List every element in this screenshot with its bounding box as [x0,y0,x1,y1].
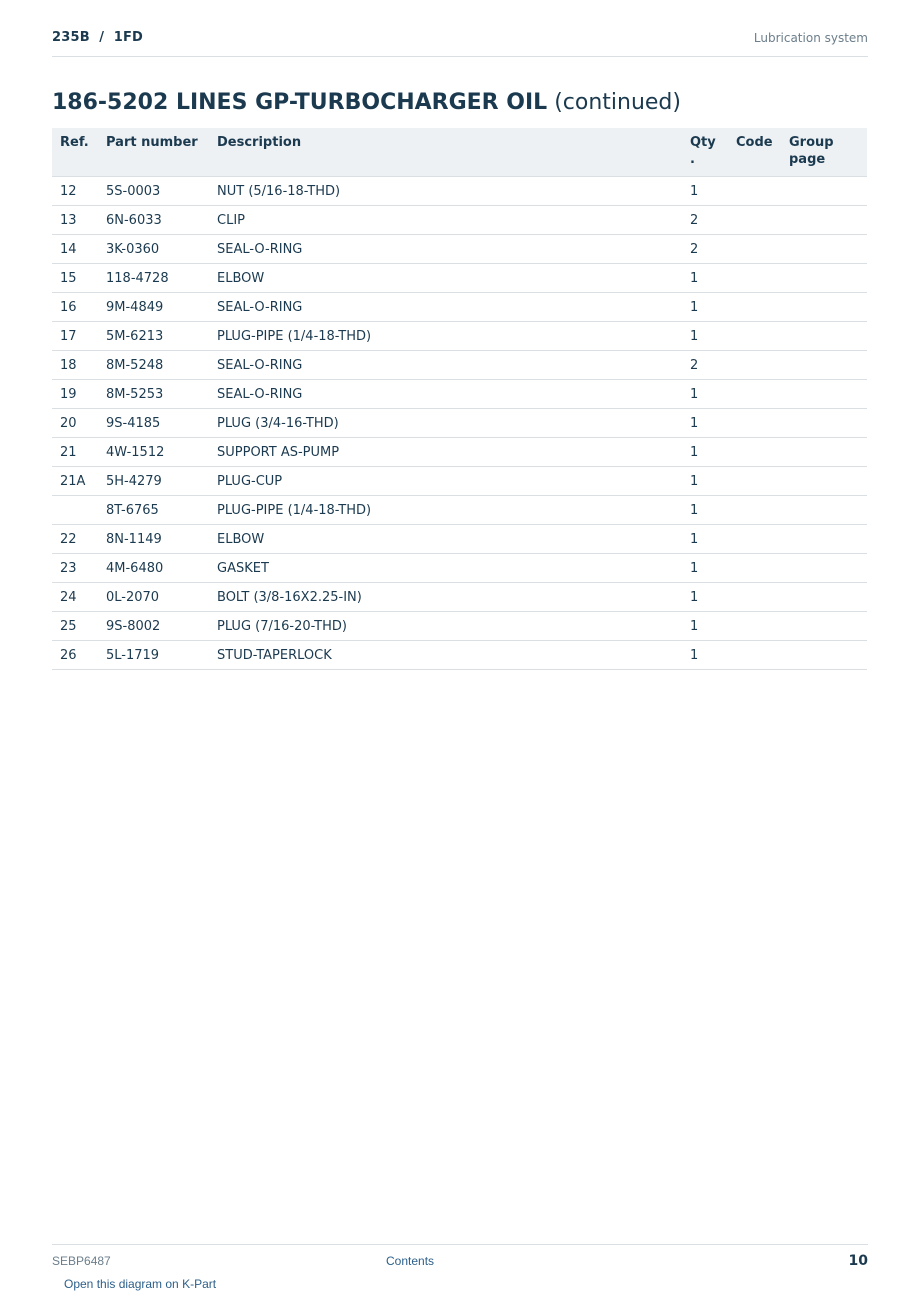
col-qty: Qty . [682,128,728,177]
table-row [52,612,867,641]
table-row [52,293,867,322]
cell-group-page [781,351,867,380]
table-body [52,177,867,670]
doc-id: SEBP6487 [52,1254,111,1268]
cell-group-page [781,235,867,264]
cell-part-number: 8N-1149 [98,525,209,554]
cell-qty: 1 [682,264,728,293]
cell-description: BOLT (3/8-16X2.25-IN) [209,583,682,612]
cell-group-page [781,409,867,438]
cell-code [728,380,781,409]
cell-code [728,554,781,583]
cell-part-number: 0L-2070 [98,583,209,612]
cell-ref: 21A [52,467,98,496]
cell-group-page [781,641,867,670]
cell-part-number: 3K-0360 [98,235,209,264]
cell-ref: 18 [52,351,98,380]
cell-part-number: 5L-1719 [98,641,209,670]
cell-description: PLUG-CUP [209,467,682,496]
cell-ref: 17 [52,322,98,351]
table-row [52,206,867,235]
cell-description: ELBOW [209,525,682,554]
cell-qty: 2 [682,235,728,264]
cell-part-number: 6N-6033 [98,206,209,235]
page-footer [52,1244,868,1275]
cell-group-page [781,525,867,554]
cell-part-number: 9S-4185 [98,409,209,438]
cell-code [728,235,781,264]
cell-qty: 1 [682,554,728,583]
cell-part-number: 5H-4279 [98,467,209,496]
cell-part-number: 118-4728 [98,264,209,293]
cell-group-page [781,264,867,293]
cell-ref [52,496,98,525]
contents-link[interactable]: Contents [386,1254,435,1268]
cell-group-page [781,496,867,525]
cell-code [728,583,781,612]
table-row [52,235,867,264]
cell-group-page [781,438,867,467]
cell-description: NUT (5/16-18-THD) [209,177,682,206]
cell-qty: 1 [682,583,728,612]
cell-ref: 21 [52,438,98,467]
cell-ref: 24 [52,583,98,612]
col-ref: Ref. [52,128,98,177]
table-row [52,351,867,380]
cell-ref: 23 [52,554,98,583]
cell-qty: 2 [682,206,728,235]
cell-code [728,351,781,380]
cell-description: SEAL-O-RING [209,235,682,264]
page-title [52,90,681,115]
page-header [52,26,868,57]
page-number: 10 [848,1253,868,1269]
table-row [52,496,867,525]
section-label: Lubrication system [753,31,868,45]
cell-description: PLUG (3/4-16-THD) [209,409,682,438]
cell-qty: 2 [682,351,728,380]
model-label: 235B / 1FD [52,30,144,45]
cell-ref: 16 [52,293,98,322]
cell-part-number: 9M-4849 [98,293,209,322]
cell-description: SEAL-O-RING [209,380,682,409]
table-row [52,554,867,583]
cell-qty: 1 [682,641,728,670]
cell-code [728,409,781,438]
cell-qty: 1 [682,496,728,525]
cell-part-number: 8M-5248 [98,351,209,380]
col-group-page: Group page [781,128,867,177]
cell-description: SEAL-O-RING [209,293,682,322]
cell-description: GASKET [209,554,682,583]
cell-part-number: 4W-1512 [98,438,209,467]
table-row [52,641,867,670]
cell-ref: 13 [52,206,98,235]
title-main: 186-5202 LINES GP-TURBOCHARGER OIL [52,90,548,115]
cell-description: PLUG (7/16-20-THD) [209,612,682,641]
cell-description: ELBOW [209,264,682,293]
cell-description: CLIP [209,206,682,235]
table-row [52,438,867,467]
cell-group-page [781,554,867,583]
cell-ref: 22 [52,525,98,554]
cell-code [728,206,781,235]
cell-description: SEAL-O-RING [209,351,682,380]
cell-part-number: 8M-5253 [98,380,209,409]
cell-code [728,438,781,467]
table-row [52,264,867,293]
cell-ref: 12 [52,177,98,206]
table-row [52,583,867,612]
cell-qty: 1 [682,525,728,554]
cell-ref: 26 [52,641,98,670]
cell-qty: 1 [682,612,728,641]
cell-group-page [781,293,867,322]
cell-qty: 1 [682,293,728,322]
cell-group-page [781,206,867,235]
cell-qty: 1 [682,177,728,206]
cell-group-page [781,612,867,641]
table-row [52,525,867,554]
table-row [52,177,867,206]
cell-group-page [781,322,867,351]
cell-description: STUD-TAPERLOCK [209,641,682,670]
cell-part-number: 5S-0003 [98,177,209,206]
cell-qty: 1 [682,438,728,467]
cell-code [728,177,781,206]
cell-code [728,293,781,322]
table-row [52,380,867,409]
kpart-link[interactable]: Open this diagram on K-Part [64,1277,217,1291]
cell-group-page [781,380,867,409]
cell-ref: 19 [52,380,98,409]
cell-code [728,525,781,554]
parts-table [52,128,867,670]
table-row [52,409,867,438]
cell-ref: 20 [52,409,98,438]
cell-description: SUPPORT AS-PUMP [209,438,682,467]
cell-part-number: 4M-6480 [98,554,209,583]
cell-qty: 1 [682,380,728,409]
cell-code [728,612,781,641]
cell-part-number: 5M-6213 [98,322,209,351]
cell-code [728,467,781,496]
cell-part-number: 8T-6765 [98,496,209,525]
cell-code [728,264,781,293]
cell-description: PLUG-PIPE (1/4-18-THD) [209,322,682,351]
cell-group-page [781,583,867,612]
cell-part-number: 9S-8002 [98,612,209,641]
cell-code [728,641,781,670]
cell-code [728,322,781,351]
table-row [52,467,867,496]
cell-ref: 15 [52,264,98,293]
cell-qty: 1 [682,409,728,438]
cell-qty: 1 [682,322,728,351]
col-description: Description [209,128,682,177]
cell-ref: 25 [52,612,98,641]
title-suffix: (continued) [554,90,681,115]
table-row [52,322,867,351]
cell-code [728,496,781,525]
cell-group-page [781,467,867,496]
cell-description: PLUG-PIPE (1/4-18-THD) [209,496,682,525]
col-part-number: Part number [98,128,209,177]
col-code: Code [728,128,781,177]
table-header-row [52,128,867,177]
cell-group-page [781,177,867,206]
cell-ref: 14 [52,235,98,264]
cell-qty: 1 [682,467,728,496]
